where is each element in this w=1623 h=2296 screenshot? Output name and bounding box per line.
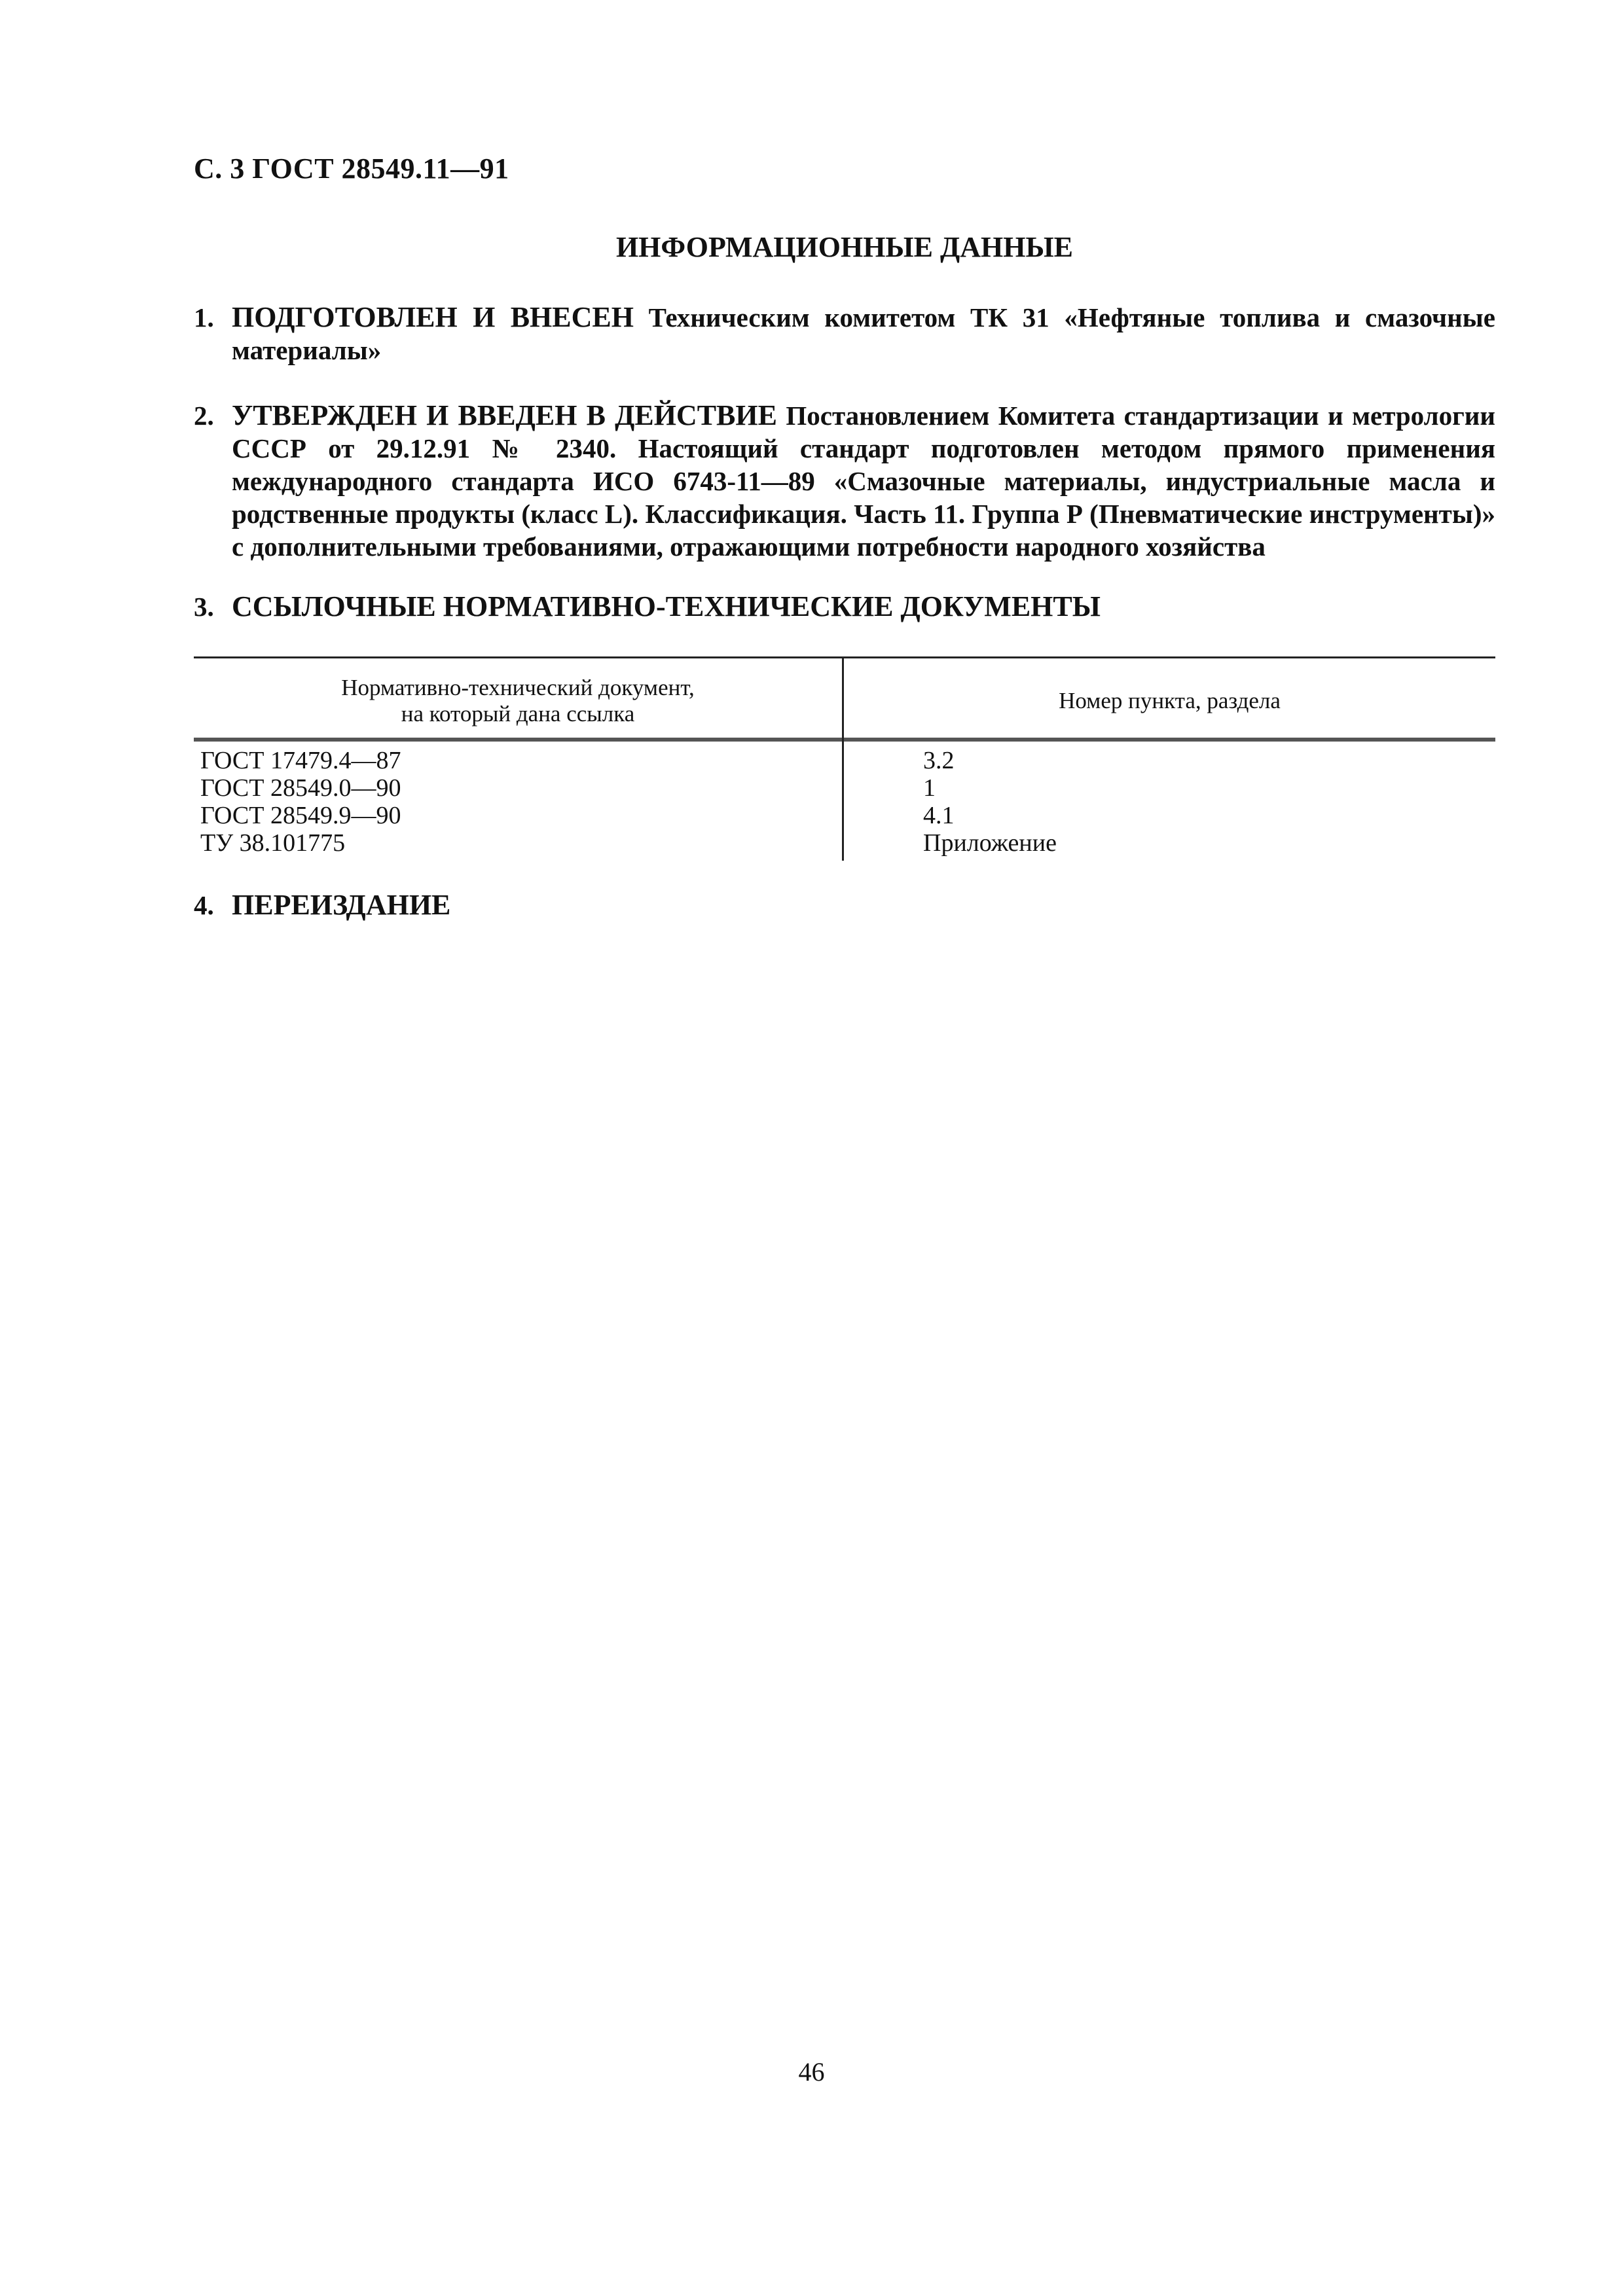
header-line: Нормативно-технический документ, <box>341 675 695 700</box>
item-text: Постановлением Комитета стандартизации и метрологии СССР от 29.12.91 № 2340. Настоящий стандарт подготовлен методом прямого применения международного стандарта ИСО 6743-11—89 «Смазочные материалы, индустриальные масла и родственные продукты (класс L). Классификация. Часть 11. Группа Р (Пневматические инструменты)» с дополнительными требованиями, отражающими потребности народного хозяйства <box>232 401 1495 562</box>
table-header-document <box>194 668 842 734</box>
header-line: на который дана ссылка <box>401 701 635 726</box>
info-item-2 <box>194 399 1495 563</box>
table-cell-section: 4.1 <box>923 802 955 829</box>
running-header: С. 3 ГОСТ 28549.11—91 <box>194 152 509 185</box>
info-item-3 <box>194 590 1495 623</box>
table-cell-document: ТУ 38.101775 <box>200 829 346 857</box>
table-cell-section: 3.2 <box>923 747 955 774</box>
item-number: 1. <box>194 302 214 332</box>
page-number: 46 <box>798 2057 825 2087</box>
table-row <box>194 829 1495 857</box>
section-title: ИНФОРМАЦИОННЫЕ ДАННЫЕ <box>615 231 1074 263</box>
table-header-section: Номер пункта, раздела <box>1059 688 1281 713</box>
item-lead: ССЫЛОЧНЫЕ НОРМАТИВНО-ТЕХНИЧЕСКИЕ ДОКУМЕНТЫ <box>232 590 1101 622</box>
item-body <box>232 590 1495 623</box>
table-row <box>194 802 1495 829</box>
item-body <box>232 399 1495 563</box>
table-cell-document: ГОСТ 28549.0—90 <box>200 774 401 802</box>
item-number: 3. <box>194 592 214 622</box>
item-text: Техническим комитетом ТК 31 «Нефтяные топлива и смазочные материалы» <box>232 302 1495 365</box>
table-cell-document: ГОСТ 28549.9—90 <box>200 802 401 829</box>
table-top-rule <box>194 656 1495 658</box>
item-body <box>232 301 1495 367</box>
table-cell-section: Приложение <box>923 829 1057 857</box>
item-lead: УТВЕРЖДЕН И ВВЕДЕН В ДЕЙСТВИЕ <box>232 399 777 431</box>
table-header-rule <box>194 738 1495 742</box>
item-lead: ПЕРЕИЗДАНИЕ <box>232 889 451 921</box>
table-row <box>194 774 1495 802</box>
item-lead: ПОДГОТОВЛЕН И ВНЕСЕН <box>232 301 634 333</box>
table-cell-document: ГОСТ 17479.4—87 <box>200 747 401 774</box>
table-cell-section: 1 <box>923 774 936 802</box>
item-body <box>232 889 1495 922</box>
table-body <box>194 747 1495 857</box>
info-item-1 <box>194 301 1495 367</box>
item-number: 2. <box>194 401 214 431</box>
table-row <box>194 747 1495 774</box>
info-item-4 <box>194 889 1495 922</box>
item-number: 4. <box>194 890 214 920</box>
